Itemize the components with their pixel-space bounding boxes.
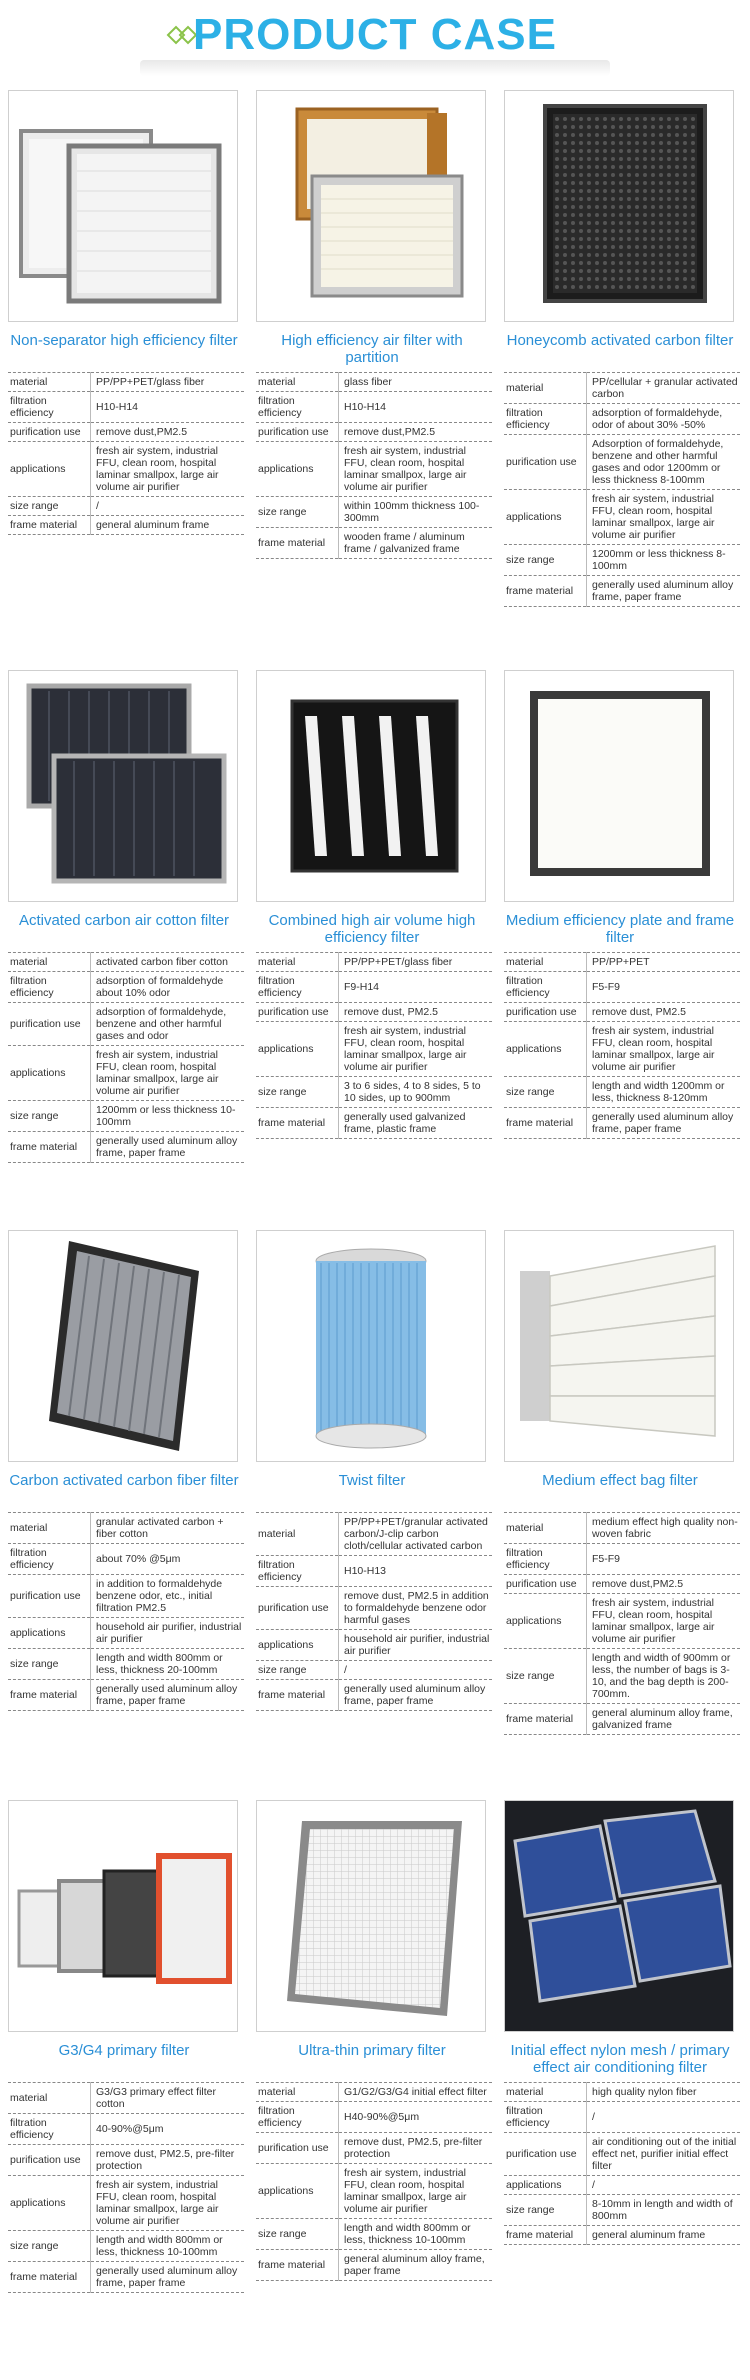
spec-table: material granular activated carbon + fiber cotton filtration efficiency about 70% @5μm purification use in addition to formaldehyde benzene odor, etc., initial filtration PM2.5 applications household air purifier, industrial air purifier size range length and width 800mm or less, thickness 20-100mm frame material generally used aluminum alloy frame, paper frame (8, 1512, 244, 1711)
partition-box-filters-image (256, 90, 486, 322)
spec-table: material PP/cellular + granular activated carbon filtration efficiency adsorption of formaldehyde, odor of about 30% -50% purification use Adsorption of formaldehyde, benzene and other harmful gases and odor 1200mm or less thickness 8-100mm applications fresh air system, industrial FFU, clean room, hospital laminar smallpox, large air volume air purifier size range 1200mm or less thickness 8-100mm frame material generally used aluminum alloy frame, paper frame (504, 372, 740, 607)
product-card (4, 1230, 244, 1711)
product-card (500, 670, 740, 1139)
spec-table: material PP/PP+PET/glass fiber filtration efficiency H10-H14 purification use remove dust,PM2.5 applications fresh air system, industrial FFU, clean room, hospital laminar smallpox, large air volume air purifier size range / frame material general aluminum frame (8, 372, 244, 535)
spec-table: material glass fiber filtration efficiency H10-H14 purification use remove dust,PM2.5 applications fresh air system, industrial FFU, clean room, hospital laminar smallpox, large air volume air purifier size range within 100mm thickness 100-300mm frame material wooden frame / aluminum frame / galvanized frame (256, 372, 492, 559)
product-name: Medium efficiency plate and frame filter (505, 912, 735, 946)
product-name: High efficiency air filter with partition (281, 332, 463, 366)
spec-table: material high quality nylon fiber filtration efficiency / purification use air conditioning out of the initial effect net, purifier initial effect filter applications / size range 8-10mm in length and width of 800mm frame material general aluminum frame (504, 2082, 740, 2245)
product-name: Ultra-thin primary filter (298, 2042, 446, 2059)
product-card (252, 1230, 492, 1711)
hepa-panel-filters-image (8, 90, 238, 322)
page-title: PRODUCT CASE (192, 10, 558, 59)
primary-filters-image (8, 1800, 238, 2032)
product-name: Initial effect nylon mesh / primary effect air conditioning filter (510, 2042, 730, 2076)
honeycomb-carbon-filter-image (504, 90, 734, 322)
v-bank-filter-image (256, 670, 486, 902)
carbon-fiber-filter-image (8, 1230, 238, 1462)
product-name: Combined high air volume high efficiency filter (268, 912, 476, 946)
spec-table: material PP/PP+PET/glass fiber filtration efficiency F9-H14 purification use remove dust, PM2.5 applications fresh air system, industrial FFU, clean room, hospital laminar smallpox, large air volume air purifier size range 3 to 6 sides, 4 to 8 sides, 5 to 10 sides, up to 900mm frame material generally used galvanized frame, plastic frame (256, 952, 492, 1139)
plate-frame-filter-image (504, 670, 734, 902)
product-name: Non-separator high efficiency filter (10, 332, 238, 349)
spec-table: material PP/PP+PET filtration efficiency F5-F9 purification use remove dust, PM2.5 applications fresh air system, industrial FFU, clean room, hospital laminar smallpox, large air volume air purifier size range length and width 1200mm or less, thickness 8-120mm frame material generally used aluminum alloy frame, paper frame (504, 952, 740, 1139)
product-card (500, 1230, 740, 1735)
spec-table: material PP/PP+PET/granular activated carbon/J-clip carbon cloth/cellular activated carbon filtration efficiency H10-H13 purification use remove dust, PM2.5 in addition to formaldehyde benzene odor harmful gases applications household air purifier, industrial air purifier size range / frame material generally used aluminum alloy frame, paper frame (256, 1512, 492, 1711)
spec-table: material G3/G3 primary effect filter cotton filtration efficiency 40-90%@5μm purification use remove dust, PM2.5, pre-filter protection applications fresh air system, industrial FFU, clean room, hospital laminar smallpox, large air volume air purifier size range length and width 800mm or less, thickness 10-100mm frame material generally used aluminum alloy frame, paper frame (8, 2082, 244, 2293)
product-card (4, 90, 244, 535)
carbon-cotton-filters-image (8, 670, 238, 902)
bag-filter-image (504, 1230, 734, 1462)
product-card (500, 90, 740, 607)
ultra-thin-filter-image (256, 1800, 486, 2032)
product-card (252, 670, 492, 1139)
product-name: Medium effect bag filter (542, 1472, 698, 1489)
spec-table: material medium effect high quality non-woven fabric filtration efficiency F5-F9 purification use remove dust,PM2.5 applications fresh air system, industrial FFU, clean room, hospital laminar smallpox, large air volume air purifier size range length and width of 900mm or less, the number of bags is 3-10, and the bag depth is 200-700mm. frame material general aluminum alloy frame, galvanized frame (504, 1512, 740, 1735)
product-name: Honeycomb activated carbon filter (506, 332, 734, 349)
product-name: G3/G4 primary filter (58, 2042, 190, 2059)
nylon-mesh-filters-image (504, 1800, 734, 2032)
page-header (0, 0, 750, 90)
header-shadow (140, 60, 610, 76)
cylinder-filter-image (256, 1230, 486, 1462)
product-name: Carbon activated carbon fiber filter (9, 1472, 239, 1489)
product-card (4, 1800, 244, 2293)
product-name: Twist filter (338, 1472, 406, 1489)
product-card (500, 1800, 740, 2245)
product-card (4, 670, 244, 1163)
spec-table: material activated carbon fiber cotton filtration efficiency adsorption of formaldehyde about 10% odor purification use adsorption of formaldehyde, benzene and other harmful gases and odor applications fresh air system, industrial FFU, clean room, hospital laminar smallpox, large air volume air purifier size range 1200mm or less thickness 10-100mm frame material generally used aluminum alloy frame, paper frame (8, 952, 244, 1163)
product-card (252, 90, 492, 559)
product-name: Activated carbon air cotton filter (18, 912, 230, 929)
product-card (252, 1800, 492, 2281)
spec-table: material G1/G2/G3/G4 initial effect filter filtration efficiency H40-90%@5μm purification use remove dust, PM2.5, pre-filter protection applications fresh air system, industrial FFU, clean room, hospital laminar smallpox, large air volume air purifier size range length and width 800mm or less, thickness 10-100mm frame material general aluminum alloy frame, paper frame (256, 2082, 492, 2281)
